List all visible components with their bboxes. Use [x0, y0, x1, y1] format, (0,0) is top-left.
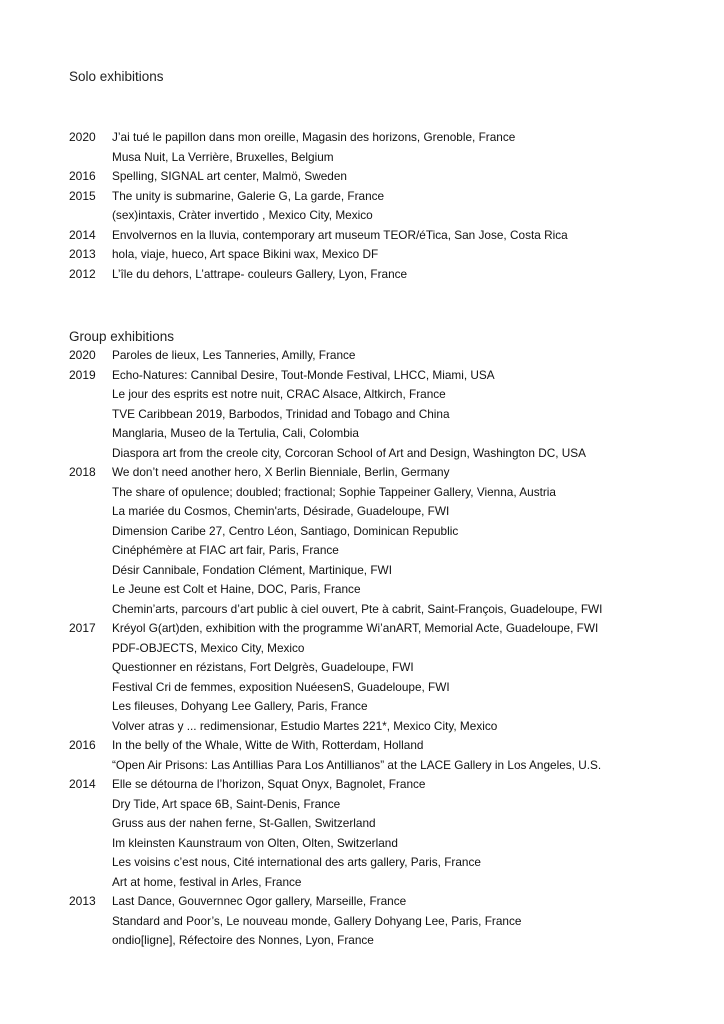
exhibition-entry: Diaspora art from the creole city, Corcoran School of Art and Design, Washington DC, USA: [112, 445, 587, 460]
exhibition-entry: Le Jeune est Colt et Haine, DOC, Paris, France: [112, 582, 361, 596]
exhibition-entry: Volver atras y ... redimensionar, Estudio Martes 221*, Mexico City, Mexico: [112, 718, 498, 733]
exhibition-year: 2014: [69, 777, 96, 791]
exhibition-row: [69, 385, 719, 405]
exhibition-entry: Last Dance, Gouvernnec Ogor gallery, Marseille, France: [112, 894, 407, 908]
exhibition-entry: The unity is submarine, Galerie G, La garde, France: [112, 188, 385, 203]
group-exhibitions-list: [69, 346, 719, 951]
exhibition-row: [69, 892, 719, 912]
exhibition-row: [69, 697, 719, 717]
exhibition-entry: Echo-Natures: Cannibal Desire, Tout-Monde Festival, LHCC, Miami, USA: [112, 367, 495, 382]
exhibition-entry: Im kleinsten Kaunstraum von Olten, Olten, Switzerland: [112, 835, 398, 850]
exhibition-year: 2020: [69, 130, 96, 144]
exhibition-row: [69, 834, 719, 854]
exhibition-entry: Spelling, SIGNAL art center, Malmö, Sweden: [112, 169, 347, 183]
exhibition-entry: (sex)intaxis, Cràter invertido , Mexico City, Mexico: [112, 208, 373, 222]
group-exhibitions-title: Group exhibitions: [69, 329, 175, 344]
exhibition-row: [69, 206, 719, 226]
exhibition-year: 2017: [69, 621, 96, 635]
exhibition-year: 2012: [69, 266, 96, 281]
exhibition-year: 2020: [69, 348, 96, 362]
exhibition-entry: Musa Nuit, La Verrière, Bruxelles, Belgium: [112, 149, 334, 164]
exhibition-row: [69, 795, 719, 815]
exhibition-row: [69, 717, 719, 737]
exhibition-row: [69, 912, 719, 932]
solo-exhibitions-title: Solo exhibitions: [69, 69, 164, 84]
exhibition-row: [69, 775, 719, 795]
exhibition-entry: L’île du dehors, L’attrape- couleurs Gallery, Lyon, France: [112, 266, 408, 281]
exhibition-row: [69, 873, 719, 893]
exhibition-row: [69, 561, 719, 581]
exhibition-entry: We don’t need another hero, X Berlin Bienniale, Berlin, Germany: [112, 465, 450, 479]
exhibition-row: [69, 678, 719, 698]
exhibition-year: 2015: [69, 188, 96, 203]
exhibition-entry: Les fileuses, Dohyang Lee Gallery, Paris, France: [112, 699, 368, 713]
exhibition-entry: Dry Tide, Art space 6B, Saint-Denis, France: [112, 796, 341, 811]
exhibition-entry: “Open Air Prisons: Las Antillias Para Los Antillianos” at the LACE Gallery in Los Angeles, U.S.: [112, 757, 602, 772]
exhibition-entry: Gruss aus der nahen ferne, St-Gallen, Switzerland: [112, 816, 376, 830]
exhibition-entry: TVE Caribbean 2019, Barbodos, Trinidad and Tobago and China: [112, 406, 450, 421]
exhibition-entry: Art at home, festival in Arles, France: [112, 874, 302, 889]
exhibition-row: [69, 736, 719, 756]
exhibition-entry: PDF-OBJECTS, Mexico City, Mexico: [112, 640, 305, 655]
exhibition-year: 2013: [69, 247, 96, 261]
exhibition-entry: Dimension Caribe 27, Centro Léon, Santiago, Dominican Republic: [112, 523, 459, 538]
exhibition-entry: Envolvernos en la lluvia, contemporary art museum TEOR/éTica, San Jose, Costa Rica: [112, 227, 568, 242]
exhibition-row: [69, 639, 719, 659]
exhibition-row: [69, 483, 719, 503]
exhibition-row: [69, 366, 719, 386]
exhibition-entry: Paroles de lieux, Les Tanneries, Amilly, France: [112, 348, 356, 362]
exhibition-entry: La mariée du Cosmos, Chemin'arts, Désirade, Guadeloupe, FWI: [112, 504, 450, 518]
exhibition-row: [69, 931, 719, 951]
exhibition-year: 2019: [69, 367, 96, 382]
exhibition-row: [69, 853, 719, 873]
exhibition-entry: hola, viaje, hueco, Art space Bikini wax, Mexico DF: [112, 247, 379, 261]
exhibition-row: [69, 463, 719, 483]
exhibition-row: [69, 405, 719, 425]
exhibition-row: [69, 226, 719, 246]
exhibition-entry: Elle se détourna de l’horizon, Squat Onyx, Bagnolet, France: [112, 777, 426, 791]
exhibition-year: 2018: [69, 465, 96, 479]
exhibition-row: [69, 502, 719, 522]
exhibition-entry: Festival Cri de femmes, exposition NuéesenS, Guadeloupe, FWI: [112, 679, 450, 694]
exhibition-row: [69, 619, 719, 639]
exhibition-row: [69, 245, 719, 265]
exhibition-entry: J’ai tué le papillon dans mon oreille, Magasin des horizons, Grenoble, France: [112, 130, 516, 144]
exhibition-row: [69, 167, 719, 187]
exhibition-entry: Désir Cannibale, Fondation Clément, Martinique, FWI: [112, 562, 392, 577]
exhibition-year: 2013: [69, 894, 96, 908]
exhibition-entry: ondio[ligne], Réfectoire des Nonnes, Lyon, France: [112, 933, 374, 947]
exhibition-row: [69, 522, 719, 542]
exhibition-row: [69, 128, 719, 148]
exhibition-year: 2014: [69, 227, 96, 242]
exhibition-row: [69, 541, 719, 561]
exhibition-entry: Manglaria, Museo de la Tertulia, Cali, Colombia: [112, 426, 359, 440]
exhibition-entry: Standard and Poor’s, Le nouveau monde, Gallery Dohyang Lee, Paris, France: [112, 913, 522, 928]
exhibition-row: [69, 756, 719, 776]
exhibition-entry: In the belly of the Whale, Witte de With, Rotterdam, Holland: [112, 738, 424, 752]
exhibition-row: [69, 600, 719, 620]
exhibition-row: [69, 265, 719, 285]
exhibition-row: [69, 814, 719, 834]
exhibition-entry: The share of opulence; doubled; fractional; Sophie Tappeiner Gallery, Vienna, Austria: [112, 484, 556, 499]
exhibition-row: [69, 346, 719, 366]
exhibition-entry: Cinéphémère at FIAC art fair, Paris, France: [112, 543, 339, 557]
exhibition-entry: Les voisins c’est nous, Cité international des arts gallery, Paris, France: [112, 855, 481, 869]
exhibition-row: [69, 580, 719, 600]
exhibition-year: 2016: [69, 169, 96, 183]
exhibition-row: [69, 187, 719, 207]
exhibition-row: [69, 424, 719, 444]
exhibition-row: [69, 148, 719, 168]
exhibition-row: [69, 658, 719, 678]
solo-exhibitions-list: [69, 128, 719, 284]
exhibition-entry: Le jour des esprits est notre nuit, CRAC Alsace, Altkirch, France: [112, 387, 446, 401]
exhibition-year: 2016: [69, 738, 96, 752]
exhibition-entry: Kréyol G(art)den, exhibition with the programme Wi’anART, Memorial Acte, Guadeloupe, FWI: [112, 621, 599, 635]
exhibition-row: [69, 444, 719, 464]
exhibition-entry: Chemin’arts, parcours d’art public à ciel ouvert, Pte à cabrit, Saint-François, Guadeloupe, FWI: [112, 601, 603, 616]
exhibition-entry: Questionner en rézistans, Fort Delgrès, Guadeloupe, FWI: [112, 660, 414, 674]
